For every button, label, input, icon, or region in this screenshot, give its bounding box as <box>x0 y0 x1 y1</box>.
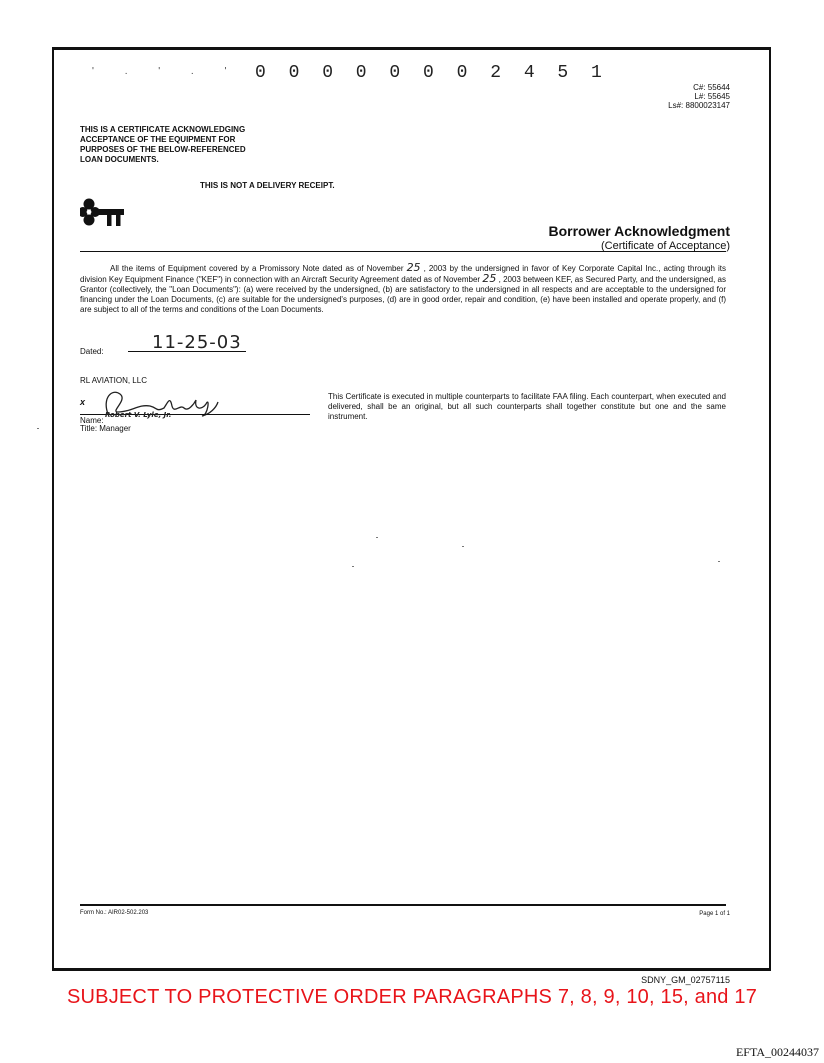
company-name: RL AVIATION, LLC <box>80 376 147 385</box>
title-divider <box>80 251 726 252</box>
document-title: Borrower Acknowledgment <box>548 223 730 239</box>
paragraph-text: , 2003 between KEF, as Secured Party, and the undersigned, as Grantor (collectively, the "Loan Documents"): (a) were received by the undersigned, (b) are satisfactory to the undersigned in all respects and are acceptable to the undersigned for financing under the Loan Documents, (c) are suitable for the undersigned's purposes, (d) are in good order, repair and condition, (e) have been installed and operate properly, and (f) are subject to all of the terms and conditions of the Loan Documents. <box>80 275 727 314</box>
statement-line: PURPOSES OF THE BELOW-REFERENCED <box>80 145 246 154</box>
form-number: Form No.: AIR02-502.203 <box>80 910 149 916</box>
batch-number: 0 0 0 0 0 0 0 2 4 5 1 <box>255 63 608 83</box>
certificate-statement <box>80 125 340 165</box>
statement-line: LOAN DOCUMENTS. <box>80 155 159 164</box>
key-logo-icon <box>80 194 126 235</box>
handwritten-day: 25 <box>406 261 421 274</box>
handwritten-day: 25 <box>482 272 497 285</box>
reference-numbers <box>668 83 730 110</box>
signature-block <box>80 392 310 442</box>
loan-number: L#: 55645 <box>694 92 730 101</box>
dated-row <box>80 332 242 356</box>
page-number: Page 1 of 1 <box>699 911 730 917</box>
protective-order-notice: SUBJECT TO PROTECTIVE ORDER PARAGRAPHS 7, 8, 9, 10, 15, and 17 <box>66 986 758 1008</box>
dated-value: 11-25-03 <box>128 332 246 352</box>
efta-number: EFTA_00244037 <box>735 1045 819 1059</box>
scan-speck <box>37 428 39 429</box>
document-frame <box>52 47 771 971</box>
paragraph-text: All the items of Equipment covered by a Promissory Note dated as of November <box>110 264 404 273</box>
signature-x-mark: x <box>80 397 86 407</box>
title-block <box>548 223 730 252</box>
case-number: C#: 55644 <box>693 83 730 92</box>
counterparts-note: This Certificate is executed in multiple counterparts to facilitate FAA filing. Each counterpart, when executed and delivered, shall be an original, but all such counterparts shall together constitute but one and the same instrument. <box>328 392 726 421</box>
scan-speck <box>352 566 354 567</box>
statement-line: ACCEPTANCE OF THE EQUIPMENT FOR <box>80 135 236 144</box>
acknowledgment-paragraph <box>80 263 726 315</box>
paragraph-text: , 2003 by the undersigned in favor of Key Corporate Capital Inc., acting through its division Key Equipment Finance ("KEF") in connection with an Aircraft Security Agreement dated as of November <box>80 264 726 284</box>
name-label: Name: <box>80 416 104 425</box>
scan-speck <box>462 546 464 547</box>
not-delivery-receipt-notice: THIS IS NOT A DELIVERY RECEIPT. <box>200 181 335 190</box>
handwritten-name: Robert V. Lyle, Jr. <box>105 411 172 419</box>
scan-speck <box>376 537 378 538</box>
document-subtitle: (Certificate of Acceptance) <box>600 240 730 252</box>
bates-number: SDNY_GM_02757115 <box>641 975 730 985</box>
title-label: Title: Manager <box>80 424 131 433</box>
scan-artifact-dots: ' . ' . ' <box>92 66 241 77</box>
lease-number: Ls#: 8800023147 <box>668 101 730 110</box>
statement-line: THIS IS A CERTIFICATE ACKNOWLEDGING <box>80 125 246 134</box>
dated-label: Dated: <box>80 347 104 356</box>
scan-speck <box>718 561 720 562</box>
footer-divider <box>80 904 726 906</box>
